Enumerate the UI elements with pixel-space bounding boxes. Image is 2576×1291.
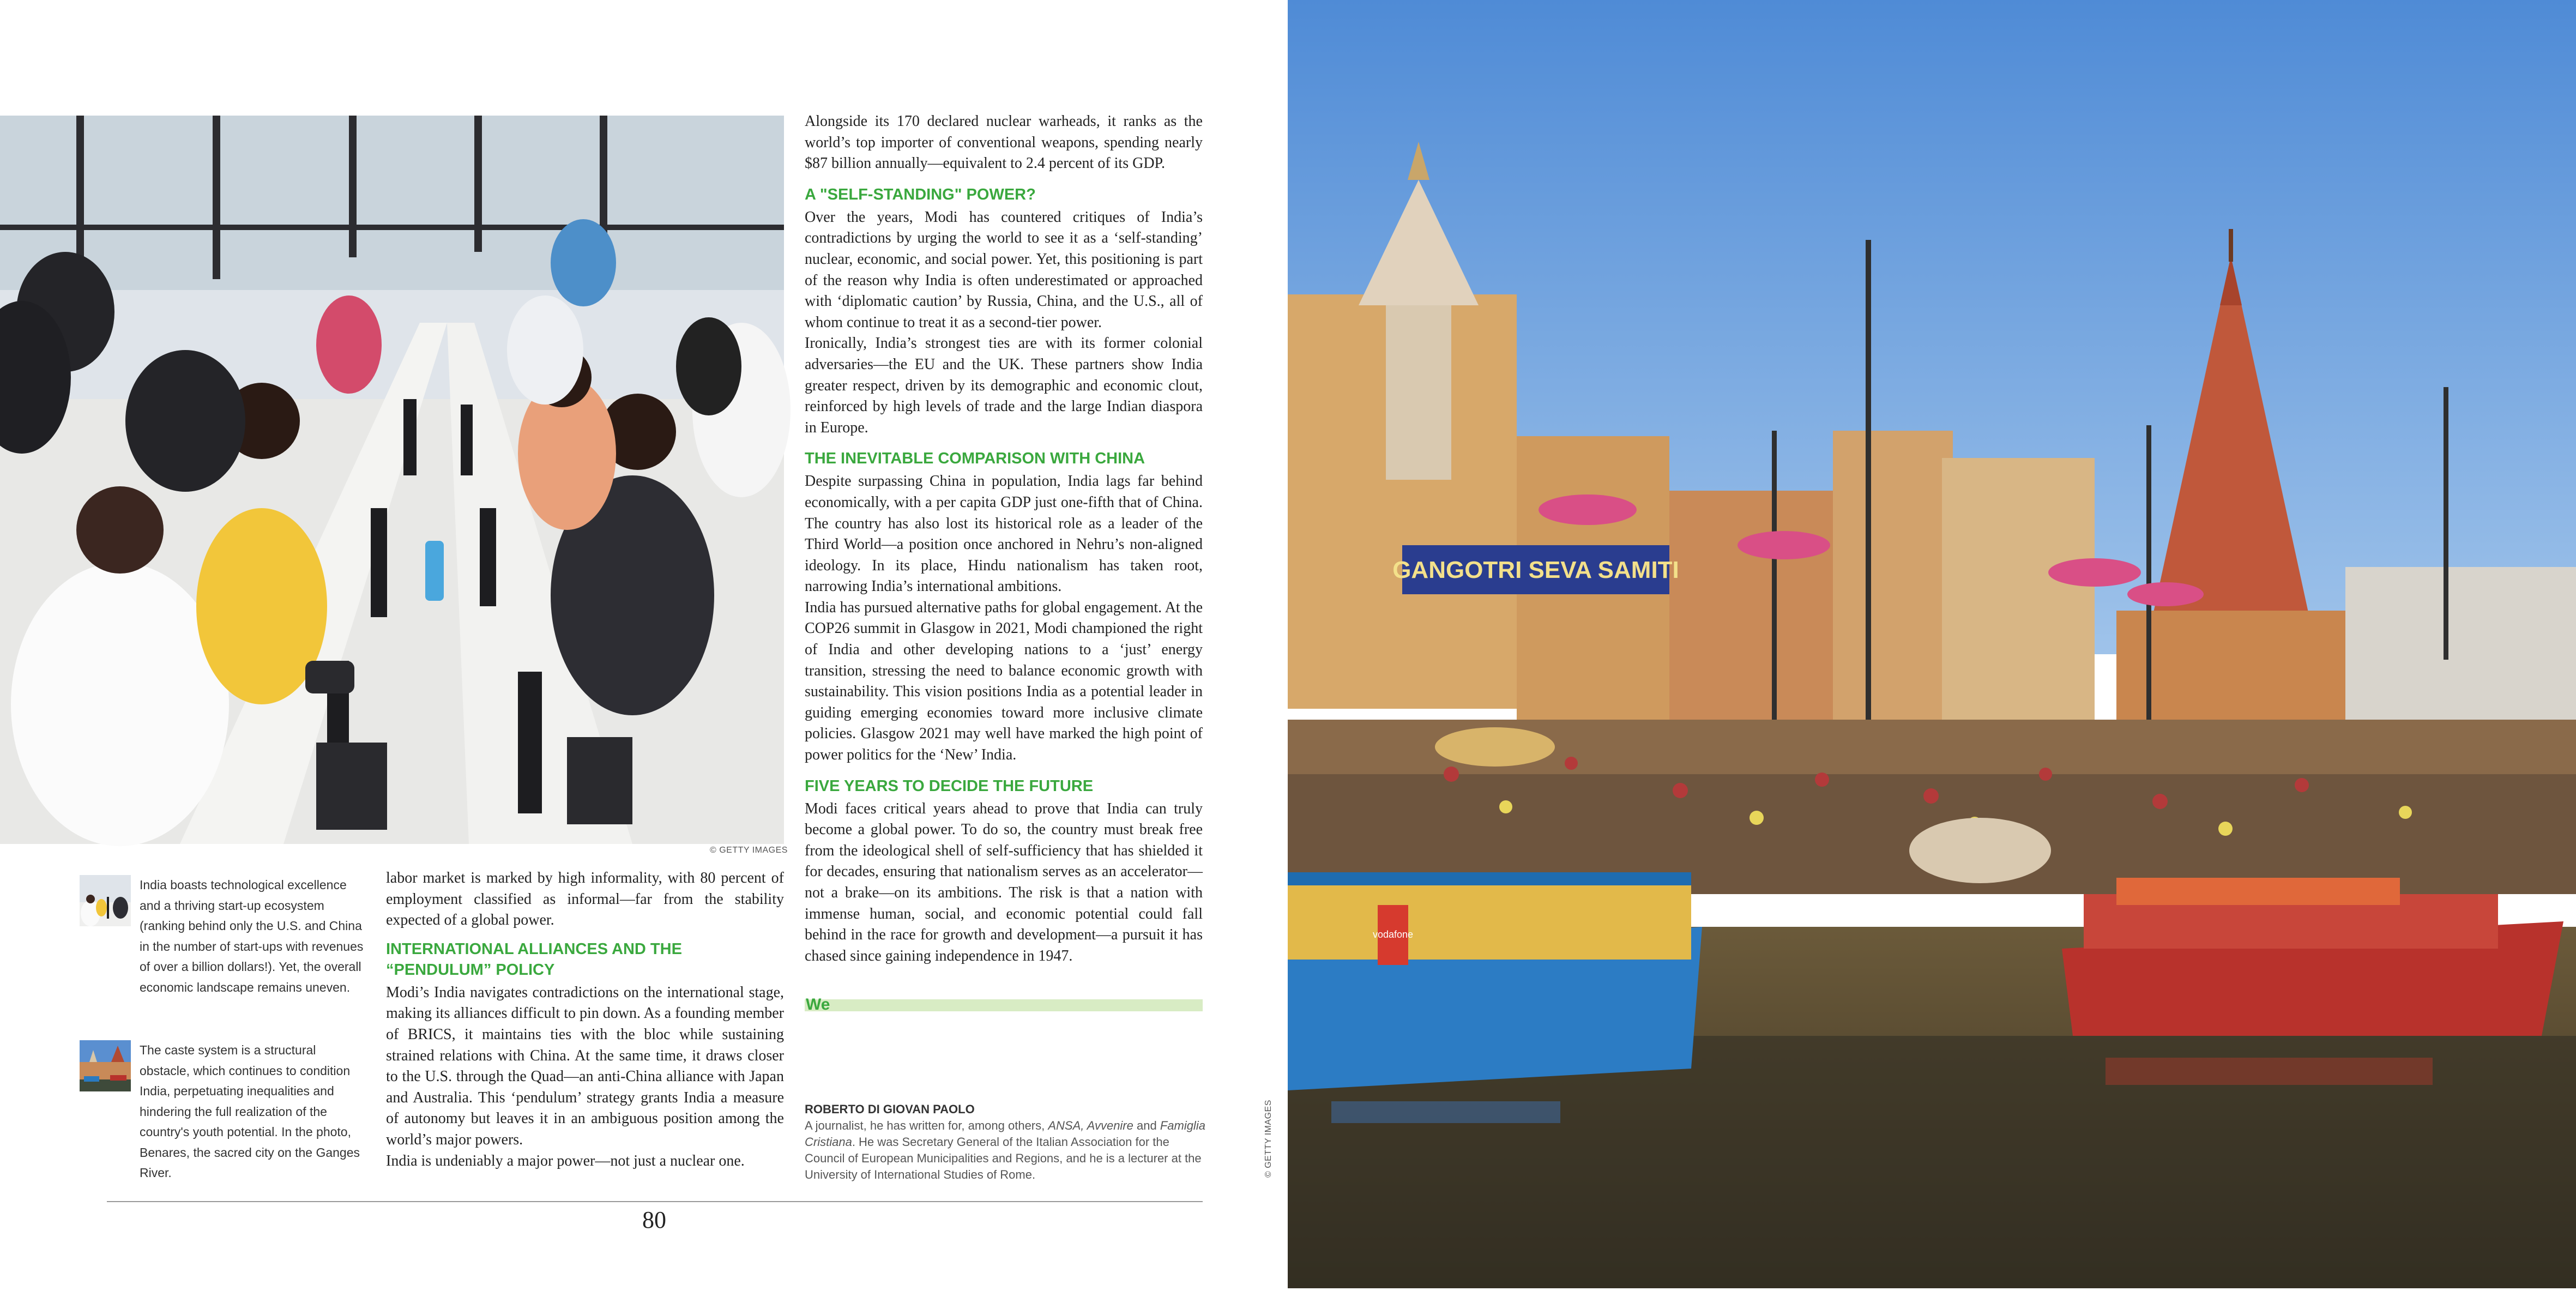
paragraph: Ironically, India’s strongest ties are with its former colonial adversaries—the EU and the UK. These partners show India greater respect, driven by its demographic and economic clout, reinforced by high levels of trade and the large Indian diaspora in Europe. xyxy=(805,335,1203,436)
footer-rule xyxy=(107,1201,1203,1202)
paragraph: Despite surpassing China in population, India lags far behind economically, with a per capita GDP just one-fifth that of China. The country has also lost its historical role as a leader of the Third World—a position once anchored in Nehru’s non-aligned ideology. In its place, Hindu nationalism has taken root, narrowing India’s international ambitions. xyxy=(805,473,1203,595)
paragraph: India has pursued alternative paths for global engagement. At the COP26 summit in Glasgow in 2021, Modi championed the right of India and other developing nations to a ‘just’ energy transition, stressing the need to balance economic growth with sustainability. This vision positions India as a potential leader in guiding emerging economies toward more inclusive climate policies. Glasgow 2021 may well have marked the high point of power politics for the ‘New’ India. xyxy=(805,599,1203,764)
caption-thumbnail-benares xyxy=(80,1040,131,1091)
caption-text: The caste system is a structural obstacle, which continues to condition India, perpetuating inequalities and hindering the full realization of the country's youth potential. In the photo, Benares, the sacred city on the Ganges River. xyxy=(140,1043,360,1180)
paragraph: India is undeniably a major power—not just a nuclear one. xyxy=(386,1152,745,1169)
caption-technology xyxy=(80,875,369,998)
paragraph: Over the years, Modi has countered critiques of India’s contradictions by urging the world to see it as a ‘self-standing’ nuclear, economic, and social power. Yet, this positioning is part of the reason why India is often underestimated or approached with ‘diplomatic caution’ by Russia, China, and the U.S., all of whom continue to treat it as a second-tier power. xyxy=(805,208,1203,331)
photo-credit: © GETTY IMAGES xyxy=(710,846,788,855)
section-heading: A "SELF-STANDING" POWER? xyxy=(805,185,1036,203)
section-heading: THE INEVITABLE COMPARISON WITH CHINA xyxy=(805,450,1145,468)
section-heading: INTERNATIONAL ALLIANCES AND THE “PENDULUM” POLICY xyxy=(386,940,682,979)
author-description: A journalist, he has written for, among others, ANSA, Avvenire and Famiglia Cristiana. He was Secretary General of the Italian Association for the Council of European Municipalities and Regions, and he is a lecturer at the University of International Studies of Rome. xyxy=(805,1119,1205,1181)
paragraph: labor market is marked by high informality, with 80 percent of employment classified as informal—far from the stability expected of a global power. xyxy=(386,870,784,929)
author-bio xyxy=(805,1101,1208,1183)
article-column-1 xyxy=(386,868,784,1172)
article-column-2 xyxy=(805,111,1203,967)
boat-brand-text: vodafone xyxy=(1372,929,1414,940)
photo-credit-right: © GETTY IMAGES xyxy=(1264,1100,1273,1178)
we-logo: We xyxy=(806,996,830,1014)
temple-sign-text: GANGOTRI SEVA SAMITI xyxy=(1392,557,1679,583)
section-heading: FIVE YEARS TO DECIDE THE FUTURE xyxy=(805,777,1094,795)
caption-thumbnail-office xyxy=(80,875,131,926)
caption-text: India boasts technological excellence and a thriving start-up ecosystem (ranking behind only the U.S. and China in the number of start-ups with revenues of over a billion dollars!). Yet, the overall economic landscape remains uneven. xyxy=(140,878,364,994)
office-photo xyxy=(0,116,784,844)
we-logo-bar xyxy=(805,999,1203,1011)
paragraph: Modi faces critical years ahead to prove that India can truly become a global power. To do so, the country must break free from the ideological shell of self-sufficiency that has shielded it for decades, ensuring that nationalism serves as an accelerator—not a brake—on its ambitions. The risk is that a nation with immense human, social, and economic potential could fall behind in the race for growth and development—a pursuit it has chased since gaining independence in 1947. xyxy=(805,800,1203,964)
paragraph: Alongside its 170 declared nuclear warheads, it ranks as the world’s top importer of conventional weapons, spending nearly $87 billion annually—equivalent to 2.4 percent of its GDP. xyxy=(805,113,1203,172)
caption-caste xyxy=(80,1040,369,1184)
left-page xyxy=(0,0,1288,1288)
author-name: ROBERTO DI GIOVAN PAOLO xyxy=(805,1102,975,1116)
benares-photo xyxy=(1264,0,2576,1288)
paragraph: Modi’s India navigates contradictions on the international stage, making its alliances difficult to pin down. As a founding member of BRICS, it maintains ties with the bloc while sustaining strained relations with China. At the same time, it draws closer to the U.S. through the Quad—an anti-China alliance with Japan and Australia. This ‘pendulum’ strategy grants India a measure of autonomy but leaves it in an ambiguous position among the world’s major powers. xyxy=(386,984,784,1148)
page-number: 80 xyxy=(642,1206,666,1233)
